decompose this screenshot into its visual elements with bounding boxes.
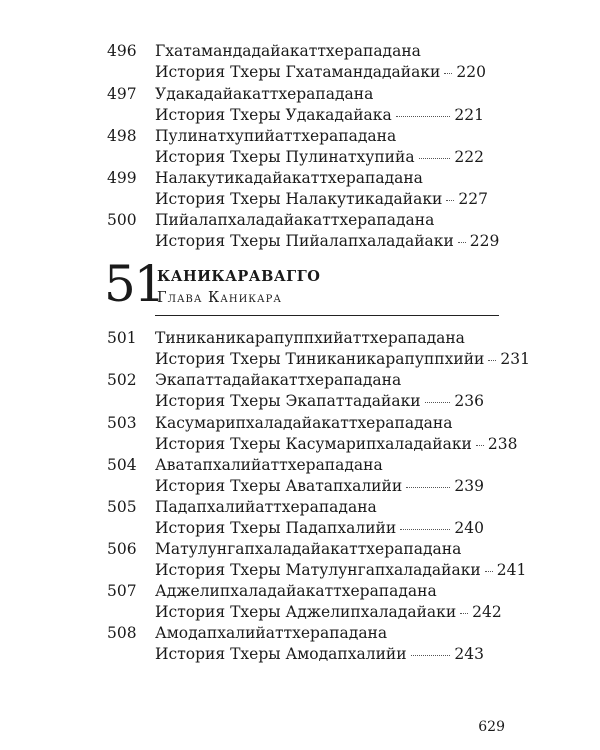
entry-page-number: 231 xyxy=(500,350,530,368)
entry-russian-line xyxy=(155,231,500,252)
chapter-divider xyxy=(155,315,499,316)
toc-entry-502 xyxy=(0,370,600,412)
entry-pali-title: Пийалапхаладайакаттхерападана xyxy=(155,211,435,229)
entry-number: 500 xyxy=(107,211,137,229)
toc-entry-497 xyxy=(0,84,600,126)
entry-number: 504 xyxy=(107,456,137,474)
entry-number: 501 xyxy=(107,329,137,347)
entry-pali-title: Тиниканикарапуппхийаттхерападана xyxy=(155,329,465,347)
entry-russian-line xyxy=(155,602,502,623)
toc-entry-505 xyxy=(0,497,600,539)
entry-pali-title: Гхатамандадайакаттхерападана xyxy=(155,42,421,60)
entry-russian-line xyxy=(155,147,484,168)
toc-entry-504 xyxy=(0,455,600,497)
dot-leader xyxy=(485,571,493,572)
entry-pali-title: Удакадайакаттхерападана xyxy=(155,85,374,103)
entry-russian-line xyxy=(155,189,488,210)
toc-entry-508 xyxy=(0,623,600,665)
entry-russian-line xyxy=(155,349,530,370)
entry-russian-line xyxy=(155,560,527,581)
entry-page-number: 241 xyxy=(496,561,527,579)
entry-number: 505 xyxy=(107,498,137,516)
entry-number: 499 xyxy=(107,169,137,187)
entry-page-number: 222 xyxy=(454,148,484,166)
dot-leader xyxy=(396,116,451,117)
dot-leader xyxy=(488,360,496,361)
dot-leader xyxy=(476,445,484,446)
entry-number: 503 xyxy=(107,414,137,432)
entry-russian-line xyxy=(155,391,484,412)
entry-russian-title: История Тхеры Аватапхалийи xyxy=(155,477,403,495)
entry-pali-title: Пулинатхупийаттхерападана xyxy=(155,127,397,145)
entry-pali-title: Касумарипхаладайакаттхерападана xyxy=(155,414,453,432)
entry-russian-title: История Тхеры Амодапхалийи xyxy=(155,645,407,663)
entry-pali-title: Падапхалийаттхерападана xyxy=(155,498,377,516)
dot-leader xyxy=(411,655,451,656)
entry-pali-title: Аджелипхаладайакаттхерападана xyxy=(155,582,437,600)
dot-leader xyxy=(425,402,451,403)
entry-page-number: 243 xyxy=(454,645,484,663)
entry-page-number: 239 xyxy=(454,477,484,495)
entry-pali-title: Амодапхалийаттхерападана xyxy=(155,624,388,642)
entry-page-number: 220 xyxy=(456,63,486,81)
entry-page-number: 227 xyxy=(458,190,488,208)
entry-number: 506 xyxy=(107,540,137,558)
page-folio: 629 xyxy=(478,719,505,735)
entry-number: 502 xyxy=(107,371,137,389)
entry-russian-line xyxy=(155,644,484,665)
entry-number: 498 xyxy=(107,127,137,145)
entry-number: 507 xyxy=(107,582,137,600)
entry-russian-title: История Тхеры Гхатамандадайаки xyxy=(155,63,441,81)
entry-page-number: 240 xyxy=(454,519,484,537)
entry-russian-line xyxy=(155,518,484,539)
chapter-subtitle: Глава Каникара xyxy=(157,290,282,306)
toc-entry-499 xyxy=(0,168,600,210)
entry-number: 496 xyxy=(107,42,137,60)
dot-leader xyxy=(444,73,452,74)
entry-page-number: 229 xyxy=(469,232,500,250)
entry-pali-title: Налакутикадайакаттхерападана xyxy=(155,169,423,187)
dot-leader xyxy=(460,613,468,614)
entry-russian-line xyxy=(155,62,484,83)
entry-pali-title: Аватапхалийаттхерападана xyxy=(155,456,383,474)
entry-page-number: 221 xyxy=(454,106,484,124)
entry-page-number: 242 xyxy=(472,603,502,621)
entry-page-number: 238 xyxy=(487,435,518,453)
toc-entry-500 xyxy=(0,210,600,252)
toc-entry-503 xyxy=(0,413,600,455)
entry-russian-line xyxy=(155,105,484,126)
entry-page-number: 236 xyxy=(454,392,484,410)
entry-pali-title: Матулунгапхаладайакаттхерападана xyxy=(155,540,462,558)
toc-entry-496 xyxy=(0,41,600,83)
dot-leader xyxy=(419,158,451,159)
entry-russian-line xyxy=(155,476,484,497)
entry-russian-title: История Тхеры Тиниканикарапуппхийи xyxy=(155,350,485,368)
toc-entry-506 xyxy=(0,539,600,581)
entry-russian-title: История Тхеры Удакадайака xyxy=(155,106,392,124)
entry-number: 508 xyxy=(107,624,137,642)
entry-russian-title: История Тхеры Пулинатхупийа xyxy=(155,148,415,166)
entry-russian-title: История Тхеры Налакутикадайаки xyxy=(155,190,443,208)
dot-leader xyxy=(406,487,450,488)
dot-leader xyxy=(458,242,466,243)
dot-leader xyxy=(446,200,454,201)
chapter-number: 51 xyxy=(104,255,164,313)
entry-russian-title: История Тхеры Экапаттадайаки xyxy=(155,392,421,410)
entry-russian-title: История Тхеры Аджелипхаладайаки xyxy=(155,603,457,621)
toc-entry-501 xyxy=(0,328,600,370)
entry-russian-title: История Тхеры Пийалапхаладайаки xyxy=(155,232,454,250)
entry-russian-title: История Тхеры Падапхалийи xyxy=(155,519,397,537)
entry-number: 497 xyxy=(107,85,137,103)
entry-pali-title: Экапаттадайакаттхерападана xyxy=(155,371,402,389)
dot-leader xyxy=(400,529,450,530)
entry-russian-title: История Тхеры Касумарипхаладайаки xyxy=(155,435,472,453)
entry-russian-line xyxy=(155,434,518,455)
toc-entry-507 xyxy=(0,581,600,623)
toc-entry-498 xyxy=(0,126,600,168)
entry-russian-title: История Тхеры Матулунгапхаладайаки xyxy=(155,561,481,579)
chapter-title: КАНИКАРАВАГГО xyxy=(157,268,321,285)
